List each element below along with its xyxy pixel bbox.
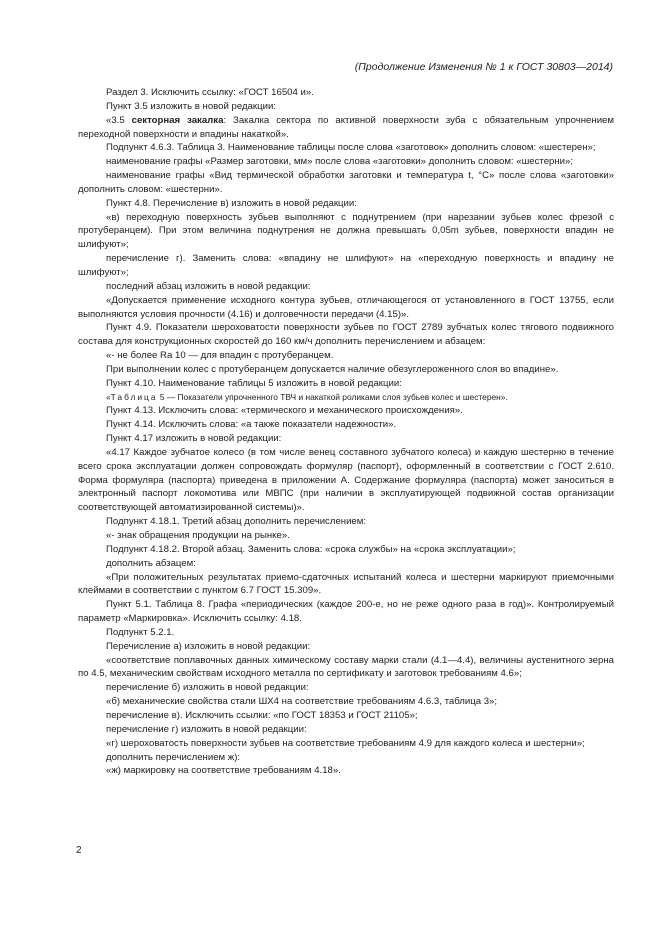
paragraph: «При положительных результатах приемо-сдаточных испытаний колеса и шестерни маркируют приемочными клеймами в соответствии с пунктом 6.7 ГОСТ 15.309». — [78, 571, 614, 597]
paragraph: При выполнении колес с протуберанцем допускается наличие обезуглероженного слоя во впадине». — [106, 363, 559, 375]
paragraph: «4.17 Каждое зубчатое колесо (в том числе венец составного зубчатого колеса) и каждую шестерню в течение всего срока эксплуатации должен сопровождать формуляр (паспорт), оформленный в соответствии с ГОСТ 2.610. Форма формуляра (паспорта) приведена в приложении А. Содержание формуляра (паспорта) может заноситься в электронный паспорт локомотива или МВПС (при наличии в эксплуатирующей подвижной состав организации соответствующей автоматизированной системы)». — [78, 446, 614, 514]
paragraph: Раздел 3. Исключить ссылку: «ГОСТ 16504 и». — [106, 87, 314, 98]
paragraph: Пункт 4.13. Исключить слова: «термического и механического происхождения». — [106, 405, 463, 417]
paragraph: Пункт 4.10. Наименование таблицы 5 изложить в новой редакции: — [106, 377, 402, 389]
paragraph: перечисление г) изложить в новой редакции: — [106, 723, 307, 735]
paragraph: Подпункт 5.2.1. — [106, 626, 175, 638]
paragraph: Пункт 4.17 изложить в новой редакции: — [106, 433, 282, 445]
paragraph: Пункт 5.1. Таблица 8. Графа «периодических (каждое 200-е, но не реже одного раза в год)». Контролируемый параметр «Маркировка». Исключить ссылку: 4.18. — [78, 599, 614, 625]
paragraph: дополнить абзацем: — [106, 557, 196, 569]
paragraph: перечисление г). Заменить слова: «впадину не шлифуют» на «переходную поверхность и впадину не шлифуют»; — [78, 253, 614, 278]
paragraph: Подпункт 4.18.1. Третий абзац дополнить перечислением: — [106, 516, 367, 528]
paragraph: «соответствие поплавочных данных химическому составу марки стали (4.1—4.4), величины аустенитного зерна по 4.5, механическим свойствам исходного металла по сертификату и заготовок требованиям 4.6»; — [78, 654, 614, 680]
paragraph: последний абзац изложить в новой редакции: — [106, 280, 311, 292]
term-bold: секторная закалка — [131, 114, 224, 126]
paragraph: Пункт 4.8. Перечисление в) изложить в новой редакции: — [106, 197, 357, 209]
paragraph: Пункт 3.5 изложить в новой редакции: — [106, 100, 276, 112]
paragraph: «- не более Ra 10 — для впадин с протуберанцем. — [106, 350, 334, 362]
paragraph: перечисление б) изложить в новой редакции: — [106, 682, 309, 694]
paragraph: дополнить перечислением ж): — [106, 751, 241, 763]
paragraph: «Допускается применение исходного контура зубьев, отличающегося от установленного в ГОСТ 13755, если выполняются условия прочности (4.16) и долговечности передачи (4.15)». — [78, 294, 614, 320]
paragraph: «в) переходную поверхность зубьев выполняют с поднутрением (при нарезании зубьев колес фрезой с протуберанцем). При этом величина поднутрения не должна превышать 0,05m зубьев, поверхности впадин не шлифуют»; — [78, 211, 614, 251]
paragraph: перечисление в). Исключить ссылки: «по ГОСТ 18353 и ГОСТ 21105»; — [106, 709, 418, 721]
page-number: 2 — [76, 845, 82, 856]
paragraph: наименование графы «Размер заготовки, мм» после слова «заготовки» дополнить словом: «шестерни»; — [106, 156, 574, 168]
body-text — [78, 86, 614, 778]
table-caption: «Таблица 5 — Показатели упрочненного ТВЧ и накаткой роликами слоя зубьев колес и шестерен». — [106, 391, 508, 402]
paragraph: Подпункт 4.18.2. Второй абзац. Заменить слова: «срока службы» на «срока эксплуатации»; — [106, 543, 516, 555]
paragraph: Подпункт 4.6.3. Таблица 3. Наименование таблицы после слова «заготовок» дополнить словом: «шестерен»; — [106, 142, 596, 154]
paragraph: «г) шероховатость поверхности зубьев на соответствие требованиям 4.9 для каждого колеса и шестерни»; — [106, 737, 585, 749]
paragraph: Пункт 4.9. Показатели шероховатости поверхности зубьев по ГОСТ 2789 зубчатых колес тягового подвижного состава для конструкционных скоростей до 160 км/ч дополнить перечислением и абзацем: — [78, 322, 614, 348]
paragraph: «ж) маркировку на соответствие требованиям 4.18». — [106, 765, 341, 777]
running-header: (Продолжение Изменения № 1 к ГОСТ 30803—2014) — [354, 61, 613, 73]
paragraph: «б) механические свойства стали ШХ4 на соответствие требованиям 4.6.3, таблица 3»; — [106, 696, 498, 708]
paragraph: Пункт 4.14. Исключить слова: «а также показатели надежности». — [106, 419, 397, 431]
paragraph: «- знак обращения продукции на рынке». — [106, 530, 290, 541]
paragraph: наименование графы «Вид термической обработки заготовки и температура t, °С» после слова «заготовки» дополнить словом: «шестерни». — [78, 170, 614, 195]
paragraph: Перечисление а) изложить в новой редакции: — [106, 640, 311, 652]
paragraph: «3.5 секторная закалка: Закалка сектора по активной поверхности зуба с обязательным упрочнением переходной поверхности и впадины накаткой». — [78, 114, 614, 140]
